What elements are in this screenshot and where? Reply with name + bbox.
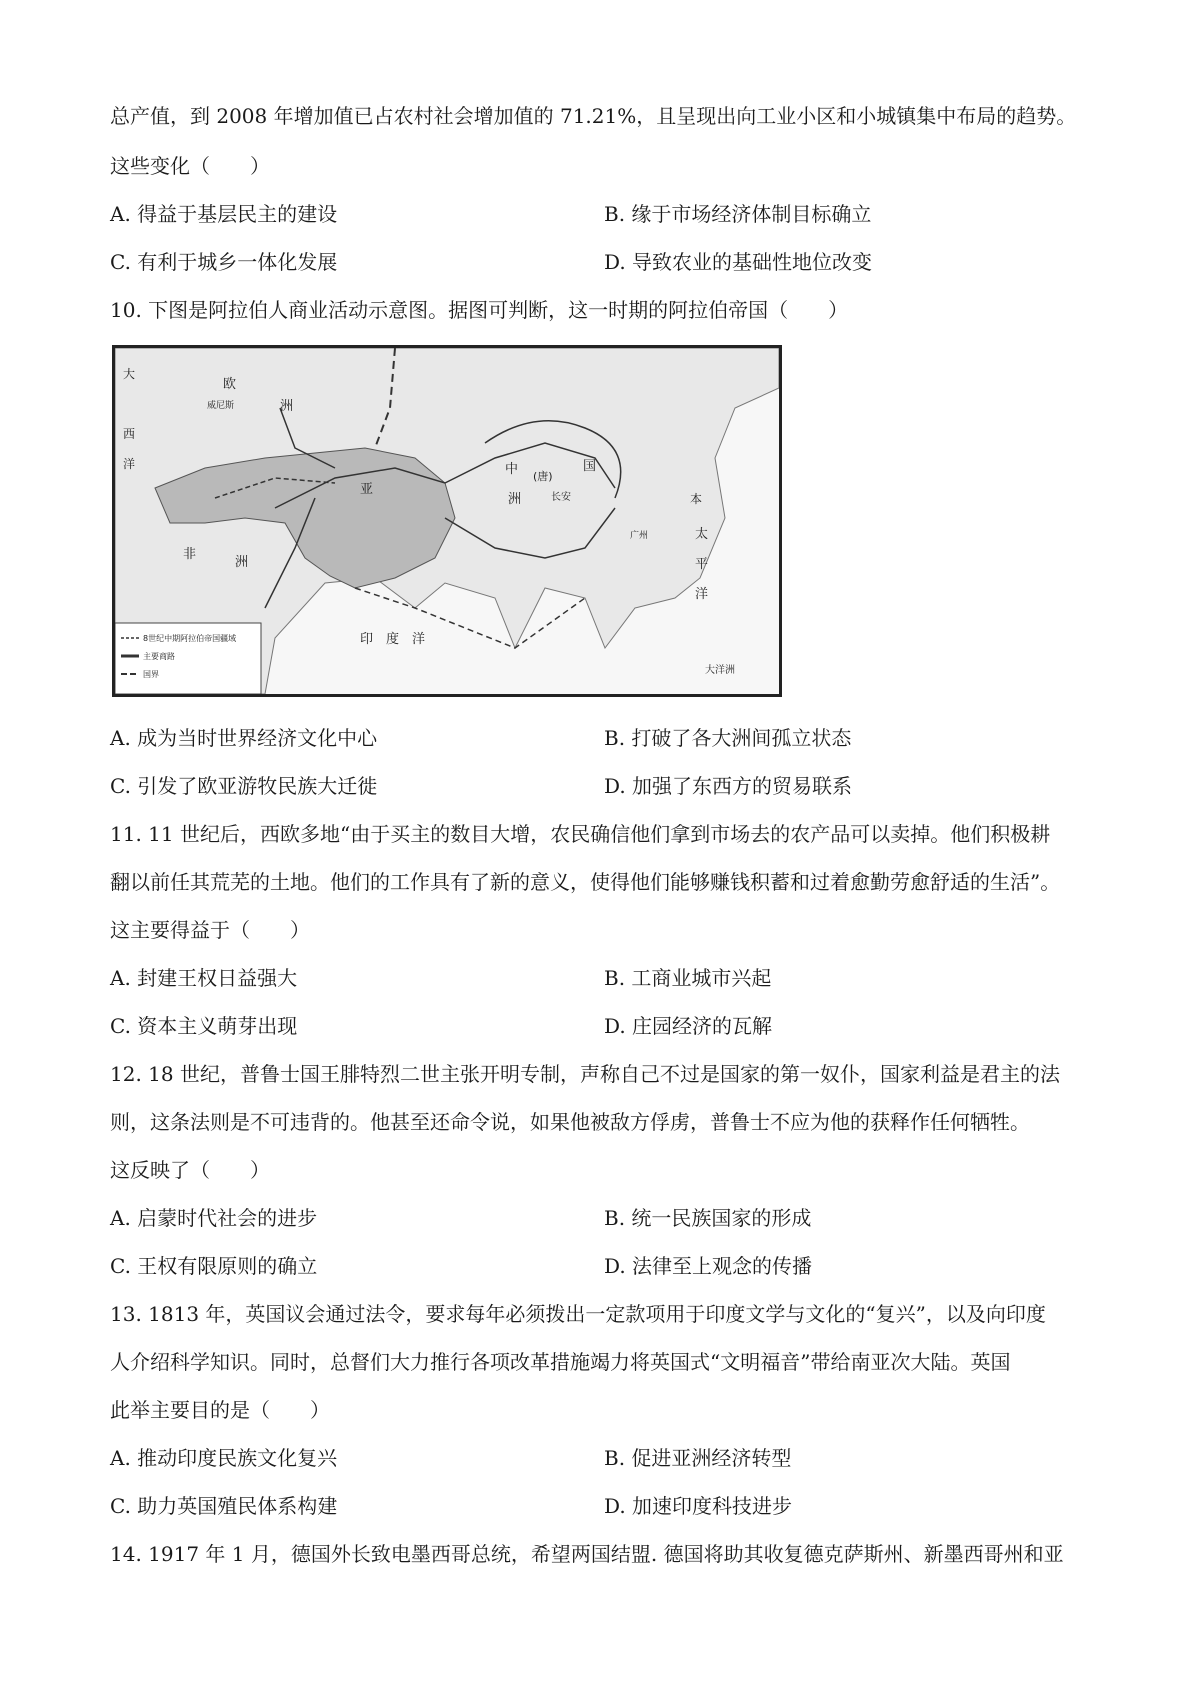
map-label-asia-zhou: 洲 bbox=[508, 492, 522, 507]
map-label-venice: 威尼斯 bbox=[207, 401, 235, 411]
q11-stem-line-3: 这主要得益于（ ） bbox=[110, 918, 310, 942]
q13-stem-line-3: 此举主要目的是（ ） bbox=[110, 1398, 330, 1422]
map-label-china-3: 国 bbox=[583, 459, 597, 474]
q11-stem-line-2: 翻以前任其荒芜的土地。他们的工作具有了新的意义，使得他们能够赚钱积蓄和过着愈勤劳愈舒适的生活”。 bbox=[110, 870, 1061, 894]
map-label-pacific-3: 洋 bbox=[695, 587, 709, 602]
map-label-china-1: 中 bbox=[505, 462, 519, 477]
q9-option-c: C. 有利于城乡一体化发展 bbox=[110, 250, 338, 274]
q13-option-b: B. 促进亚洲经济转型 bbox=[604, 1446, 792, 1470]
legend-item-border: 国界 bbox=[143, 670, 159, 679]
q13-option-c: C. 助力英国殖民体系构建 bbox=[110, 1494, 338, 1518]
q10-stem-line-1: 10. 下图是阿拉伯人商业活动示意图。据图可判断，这一时期的阿拉伯帝国（ ） bbox=[110, 298, 849, 322]
map-label-changan: 长安 bbox=[551, 492, 571, 503]
map-label-indian-ocean: 印 度 洋 bbox=[360, 632, 426, 647]
map-label-china-2: (唐) bbox=[533, 470, 553, 483]
q10-option-c: C. 引发了欧亚游牧民族大迁徙 bbox=[110, 774, 378, 798]
q12-option-a: A. 启蒙时代社会的进步 bbox=[110, 1206, 318, 1230]
q12-option-c: C. 王权有限原则的确立 bbox=[110, 1254, 318, 1278]
q12-stem-line-3: 这反映了（ ） bbox=[110, 1158, 270, 1182]
q12-stem-line-1: 12. 18 世纪，普鲁士国王腓特烈二世主张开明专制，声称自己不过是国家的第一奴仆，国家利益是君主的法 bbox=[110, 1062, 1060, 1086]
map-label-atlantic-1: 大 bbox=[123, 367, 136, 381]
q10-option-a: A. 成为当时世界经济文化中心 bbox=[110, 726, 378, 750]
q11-stem-line-1: 11. 11 世纪后，西欧多地“由于买主的数目大增，农民确信他们拿到市场去的农产品可以卖掉。他们积极耕 bbox=[110, 822, 1051, 846]
q13-option-a: A. 推动印度民族文化复兴 bbox=[110, 1446, 338, 1470]
q13-stem-line-2: 人介绍科学知识。同时，总督们大力推行各项改革措施竭力将英国式“文明福音”带给南亚次大陆。英国 bbox=[110, 1350, 1011, 1374]
map-label-pacific-1: 太 bbox=[695, 527, 709, 542]
map-label-atlantic-3: 洋 bbox=[123, 457, 136, 471]
q12-option-d: D. 法律至上观念的传播 bbox=[604, 1254, 813, 1278]
map-label-europe: 欧 bbox=[223, 377, 237, 392]
q9-option-a: A. 得益于基层民主的建设 bbox=[110, 202, 338, 226]
legend-item-routes: 主要商路 bbox=[143, 652, 175, 661]
q9-stem-line-2: 这些变化（ ） bbox=[110, 154, 270, 178]
q10-option-d: D. 加强了东西方的贸易联系 bbox=[604, 774, 853, 798]
arab-trade-map bbox=[112, 345, 782, 697]
q13-option-d: D. 加速印度科技进步 bbox=[604, 1494, 793, 1518]
map-label-japan: 本 bbox=[690, 492, 703, 506]
map-label-pacific-2: 平 bbox=[695, 557, 709, 572]
q11-option-a: A. 封建王权日益强大 bbox=[110, 966, 298, 990]
map-figure bbox=[115, 348, 779, 694]
map-label-atlantic-2: 西 bbox=[123, 427, 136, 441]
q13-stem-line-1: 13. 1813 年，英国议会通过法令，要求每年必须拨出一定款项用于印度文学与文化的“复兴”，以及向印度 bbox=[110, 1302, 1046, 1326]
map-label-guangzhou: 广州 bbox=[630, 531, 649, 541]
q14-stem-line-1: 14. 1917 年 1 月，德国外长致电墨西哥总统，希望两国结盟. 德国将助其收复德克萨斯州、新墨西哥州和亚 bbox=[110, 1542, 1064, 1566]
map-label-africa-zhou: 洲 bbox=[235, 555, 249, 570]
map-label-europe-zhou: 洲 bbox=[280, 399, 294, 414]
q9-option-b: B. 缘于市场经济体制目标确立 bbox=[604, 202, 872, 226]
q11-option-c: C. 资本主义萌芽出现 bbox=[110, 1014, 298, 1038]
map-label-oceania: 大洋洲 bbox=[705, 665, 735, 676]
q10-option-b: B. 打破了各大洲间孤立状态 bbox=[604, 726, 852, 750]
map-label-africa: 非 bbox=[183, 547, 197, 562]
q11-option-b: B. 工商业城市兴起 bbox=[604, 966, 772, 990]
legend-item-empire: 8世纪中期阿拉伯帝国疆域 bbox=[143, 634, 237, 643]
q9-option-d: D. 导致农业的基础性地位改变 bbox=[604, 250, 873, 274]
q11-option-d: D. 庄园经济的瓦解 bbox=[604, 1014, 773, 1038]
q12-stem-line-2: 则，这条法则是不可违背的。他甚至还命令说，如果他被敌方俘虏，普鲁士不应为他的获释作任何牺牲。 bbox=[110, 1110, 1030, 1134]
q12-option-b: B. 统一民族国家的形成 bbox=[604, 1206, 812, 1230]
map-label-asia: 亚 bbox=[360, 482, 374, 497]
q9-stem-line-1: 总产值，到 2008 年增加值已占农村社会增加值的 71.21%，且呈现出向工业小区和小城镇集中布局的趋势。 bbox=[110, 104, 1077, 128]
map-legend bbox=[115, 623, 261, 694]
